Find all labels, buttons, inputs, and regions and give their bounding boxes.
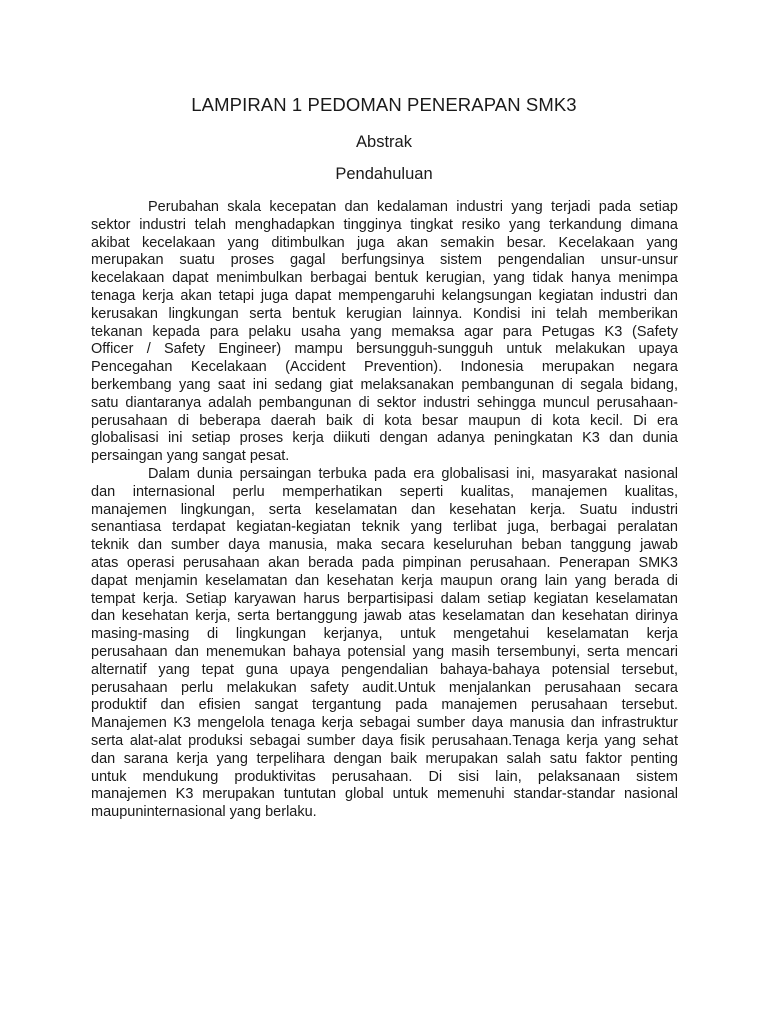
paragraph-1-line: persaingan yang sangat pesat. bbox=[91, 448, 290, 465]
paragraph-2-line: senantiasa terdapat kegiatan-kegiatan teknik yang terlibat juga, berbagai peralatan bbox=[91, 519, 678, 536]
paragraph-1-line: berkembang yang saat ini sedang giat melaksanakan pembangunan di segala bidang, bbox=[91, 376, 678, 393]
paragraph-1-line: perusahaan di beberapa daerah baik di kota besar maupun di kota kecil. Di era bbox=[91, 412, 678, 429]
paragraph-2-line: produktif dan efisien sangat tergantung pada manajemen perusahaan tersebut. bbox=[91, 697, 678, 714]
paragraph-2-line: perusahaan dan menemukan bahaya potensial yang masih tersembunyi, serta mencari bbox=[91, 643, 678, 660]
paragraph-2-line: atas operasi perusahaan akan berada pada pimpinan perusahaan. Penerapan SMK3 bbox=[91, 554, 678, 571]
paragraph-2-line: masing-masing di lingkungan kerjanya, untuk mengetahui keselamatan kerja bbox=[91, 626, 678, 643]
paragraph-2-line: dan sarana kerja yang terpelihara dengan baik merupakan salah satu faktor penting bbox=[91, 750, 678, 767]
paragraph-2-line: untuk mendukung produktivitas perusahaan. Di sisi lain, pelaksanaan sistem bbox=[91, 768, 678, 785]
paragraph-1-line: tekanan kepada para pelaku usaha yang memaksa agar para Petugas K3 (Safety bbox=[91, 323, 678, 340]
paragraph-2-line: manajemen lingkungan, serta keselamatan dan kesehatan kerja. Suatu industri bbox=[91, 501, 678, 518]
paragraph-2-line: Dalam dunia persaingan terbuka pada era globalisasi ini, masyarakat nasional bbox=[148, 465, 678, 482]
paragraph-2-line: dan kesehatan kerja, serta bertanggung jawab atas keselamatan dan kesehatan dirinya bbox=[91, 608, 678, 625]
paragraph-1-line: Officer / Safety Engineer) mampu bersungguh-sungguh untuk melakukan upaya bbox=[91, 341, 678, 358]
paragraph-2-line: maupuninternasional yang berlaku. bbox=[91, 804, 317, 821]
paragraph-1-line: sektor industri telah menghadapkan tingginya tingkat resiko yang terkandung dimana bbox=[91, 216, 678, 233]
paragraph-2-line: alternatif yang tepat guna upaya pengendalian bahaya-bahaya potensial tersebut, bbox=[91, 661, 678, 678]
paragraph-1-line: Pencegahan Kecelakaan (Accident Prevention). Indonesia merupakan negara bbox=[91, 359, 678, 376]
paragraph-1-line: kerusakan lingkungan serta bentuk kerugian lainnya. Kondisi ini telah memberikan bbox=[91, 305, 678, 322]
paragraph-2-line: dan internasional perlu memperhatikan seperti kualitas, manajemen kualitas, bbox=[91, 483, 678, 500]
paragraph-2-line: serta alat-alat produksi sebagai sumber daya fisik perusahaan.Tenaga kerja yang sehat bbox=[91, 732, 678, 749]
paragraph-2-line: tempat kerja. Setiap karyawan harus berpartisipasi dalam setiap kegiatan keselamatan bbox=[91, 590, 678, 607]
paragraph-1-line: merupakan suatu proses gagal berfungsinya sistem pengendalian unsur-unsur bbox=[91, 252, 678, 269]
paragraph-1-line: kecelakaan dapat menimbulkan berbagai bentuk kerugian, yang tidak hanya menimpa bbox=[91, 270, 678, 287]
paragraph-2-line: dapat menjamin keselamatan dan kesehatan kerja maupun orang lain yang berada di bbox=[91, 572, 678, 589]
paragraph-2-line: teknik dan sumber daya manusia, maka secara keseluruhan beban tanggung jawab bbox=[91, 537, 678, 554]
paragraph-2-line: perusahaan perlu melakukan safety audit.Untuk menjalankan perusahaan secara bbox=[91, 679, 678, 696]
paragraph-1-line: globalisasi ini setiap proses kerja diikuti dengan adanya peningkatan K3 dan dunia bbox=[91, 430, 678, 447]
document-title: LAMPIRAN 1 PEDOMAN PENERAPAN SMK3 bbox=[191, 94, 577, 115]
paragraph-1-line: tenaga kerja akan tetapi juga dapat mempengaruhi kelangsungan kegiatan industri dan bbox=[91, 287, 678, 304]
paragraph-1-line: satu diantaranya adalah pembangunan di sektor industri sehingga muncul perusahaan- bbox=[91, 394, 678, 411]
paragraph-1-line: akibat kecelakaan yang ditimbulkan juga akan semakin besar. Kecelakaan yang bbox=[91, 234, 678, 251]
paragraph-2-line: Manajemen K3 mengelola tenaga kerja sebagai sumber daya manusia dan infrastruktur bbox=[91, 715, 678, 732]
section-heading-introduction: Pendahuluan bbox=[335, 165, 433, 183]
paragraph-2-line: manajemen K3 merupakan tuntutan global untuk memenuhi standar-standar nasional bbox=[91, 786, 678, 803]
section-heading-abstract: Abstrak bbox=[356, 133, 412, 151]
body-text bbox=[91, 199, 678, 822]
paragraph-1-line: Perubahan skala kecepatan dan kedalaman industri yang terjadi pada setiap bbox=[148, 199, 678, 215]
